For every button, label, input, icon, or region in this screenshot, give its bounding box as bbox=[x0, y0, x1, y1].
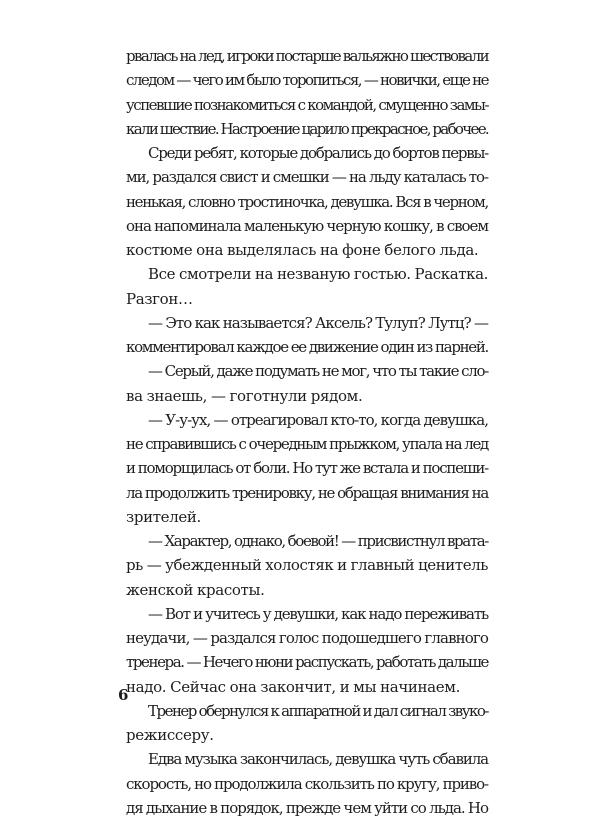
text-line: Среди ребят, которые добрались до бортов первы- bbox=[148, 144, 488, 162]
text-line: скорость, но продолжила скользить по кругу, приво- bbox=[126, 774, 488, 793]
text-line: рь — убежденный холостяк и главный ценитель bbox=[126, 556, 488, 575]
text-line: Разгон… bbox=[126, 289, 193, 308]
text-line: Едва музыка закончилась, девушка чуть сбавила bbox=[148, 750, 489, 769]
text-line: костюме она выделялась на фоне белого льда. bbox=[126, 241, 479, 259]
text-line: и поморщилась от боли. Но тут же встала и поспеши- bbox=[126, 459, 488, 478]
text-line: успевшие познакомиться с командой, смущенно замы- bbox=[126, 95, 489, 114]
text-line: — У-у-ух, — отреагировал кто-то, когда девушка, bbox=[148, 410, 489, 429]
body-text bbox=[126, 44, 488, 820]
text-line: режиссеру. bbox=[126, 726, 214, 744]
text-line: ми, раздался свист и смешки — на льду каталась то- bbox=[126, 168, 488, 187]
text-line: ва знаешь, — гоготнули рядом. bbox=[126, 386, 363, 405]
text-line: Все смотрели на незваную гостью. Раскатка. bbox=[148, 265, 488, 284]
text-line: — Это как называется? Аксель? Тулуп? Лутц? — bbox=[148, 313, 489, 332]
text-line: рвалась на лед, игроки постарше вальяжно шествовали bbox=[126, 47, 488, 65]
text-line: дя дыхание в порядок, прежде чем уйти со льда. Но bbox=[126, 798, 488, 817]
text-line: ненькая, словно тростиночка, девушка. Вся в черном, bbox=[126, 192, 488, 211]
text-line: — Вот и учитесь у девушки, как надо переживать bbox=[148, 604, 489, 623]
text-line: Тренер обернулся к аппаратной и дал сигнал звуко- bbox=[148, 701, 488, 720]
text-line: — Характер, однако, боевой! — присвистнул врата- bbox=[148, 532, 488, 550]
text-line: кали шествие. Настроение царило прекрасное, рабочее. bbox=[126, 119, 489, 138]
text-line: зрителей. bbox=[126, 507, 201, 526]
text-line: — Серый, даже подумать не мог, что ты такие сло- bbox=[148, 362, 488, 381]
page-number: 6 bbox=[118, 686, 129, 704]
text-line: ла продолжить тренировку, не обращая внимания на bbox=[126, 483, 489, 502]
text-line: надо. Сейчас она закончит, и мы начинаем. bbox=[126, 677, 461, 696]
text-line: следом — чего им было торопиться, — новички, еще не bbox=[126, 71, 488, 90]
text-line: неудачи, — раздался голос подошедшего главного bbox=[126, 629, 489, 647]
text-line: она напоминала маленькую черную кошку, в своем bbox=[126, 216, 489, 235]
text-line: тренера. — Нечего нюни распускать, работать дальше bbox=[126, 653, 488, 672]
text-line: комментировал каждое ее движение один из парней. bbox=[126, 338, 489, 356]
text-line: не справившись с очередным прыжком, упала на лед bbox=[126, 435, 489, 453]
text-line: женской красоты. bbox=[126, 580, 265, 599]
